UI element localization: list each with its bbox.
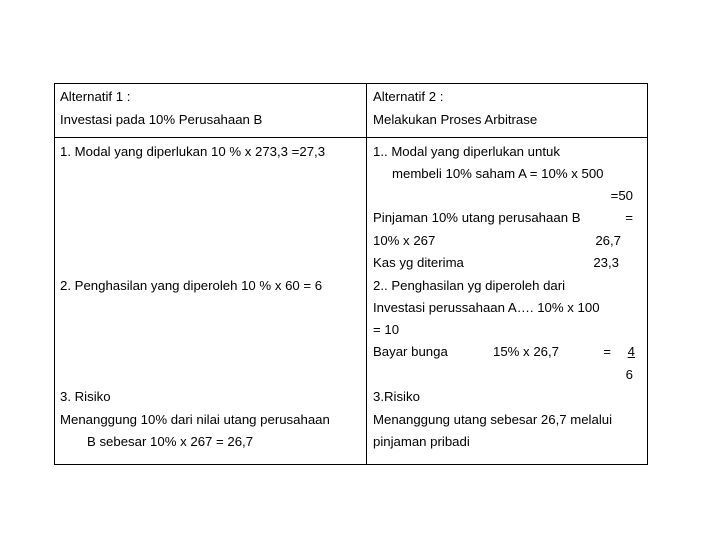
header-divider (55, 137, 647, 138)
right-cash-value: 23,3 (593, 255, 619, 270)
right-interest-calc: 15% x 26,7 (493, 344, 559, 359)
header-right-subtitle: Melakukan Proses Arbitrase (373, 111, 538, 127)
header-left-title: Alternatif 1 : (60, 89, 131, 104)
left-risk-line2: B sebesar 10% x 267 = 26,7 (87, 434, 254, 450)
comparison-table (54, 83, 648, 465)
right-item1-line1: 1.. Modal yang diperlukan untuk (373, 144, 560, 159)
left-item-capital: 1. Modal yang diperlukan 10 % x 273,3 =27,3 (60, 144, 326, 159)
right-loan-calc: 10% x 267 (373, 233, 436, 248)
column-divider (366, 84, 367, 464)
right-item-risk (373, 386, 612, 454)
right-item2-line1: 2.. Penghasilan yg diperoleh dari (373, 278, 566, 293)
right-loan-eq: = (625, 210, 633, 225)
left-item-risk (60, 386, 330, 454)
right-risk-line2: pinjaman pribadi (373, 434, 470, 450)
right-interest-label: Bayar bunga (373, 344, 448, 359)
right-risk-line1: Menanggung utang sebesar 26,7 melalui (373, 411, 613, 427)
left-item-income: 2. Penghasilan yang diperoleh 10 % x 60 = 6 (60, 278, 323, 293)
right-item1-line2: membeli 10% saham A = 10% x 500 (392, 166, 604, 181)
right-risk-title: 3.Risiko (373, 389, 420, 404)
right-item1-result: =50 (610, 188, 633, 203)
right-interest-eq: = (603, 344, 611, 359)
right-interest-value: 4 (627, 344, 635, 359)
header-right (373, 86, 537, 131)
header-left-subtitle: Investasi pada 10% Perusahaan B (60, 111, 263, 127)
right-loan-value: 26,7 (595, 233, 621, 248)
right-net-value: 6 (625, 367, 633, 382)
header-left (60, 86, 262, 131)
left-risk-title: 3. Risiko (60, 389, 111, 404)
right-cash-label: Kas yg diterima (373, 255, 464, 270)
left-risk-line1: Menanggung 10% dari nilai utang perusahaan (60, 411, 330, 427)
header-right-title: Alternatif 2 : (373, 89, 444, 104)
right-loan-label: Pinjaman 10% utang perusahaan B (373, 210, 581, 225)
right-item2-line2: Investasi perussahaan A…. 10% x 100 (373, 300, 600, 315)
right-item2-line3: = 10 (373, 322, 400, 337)
